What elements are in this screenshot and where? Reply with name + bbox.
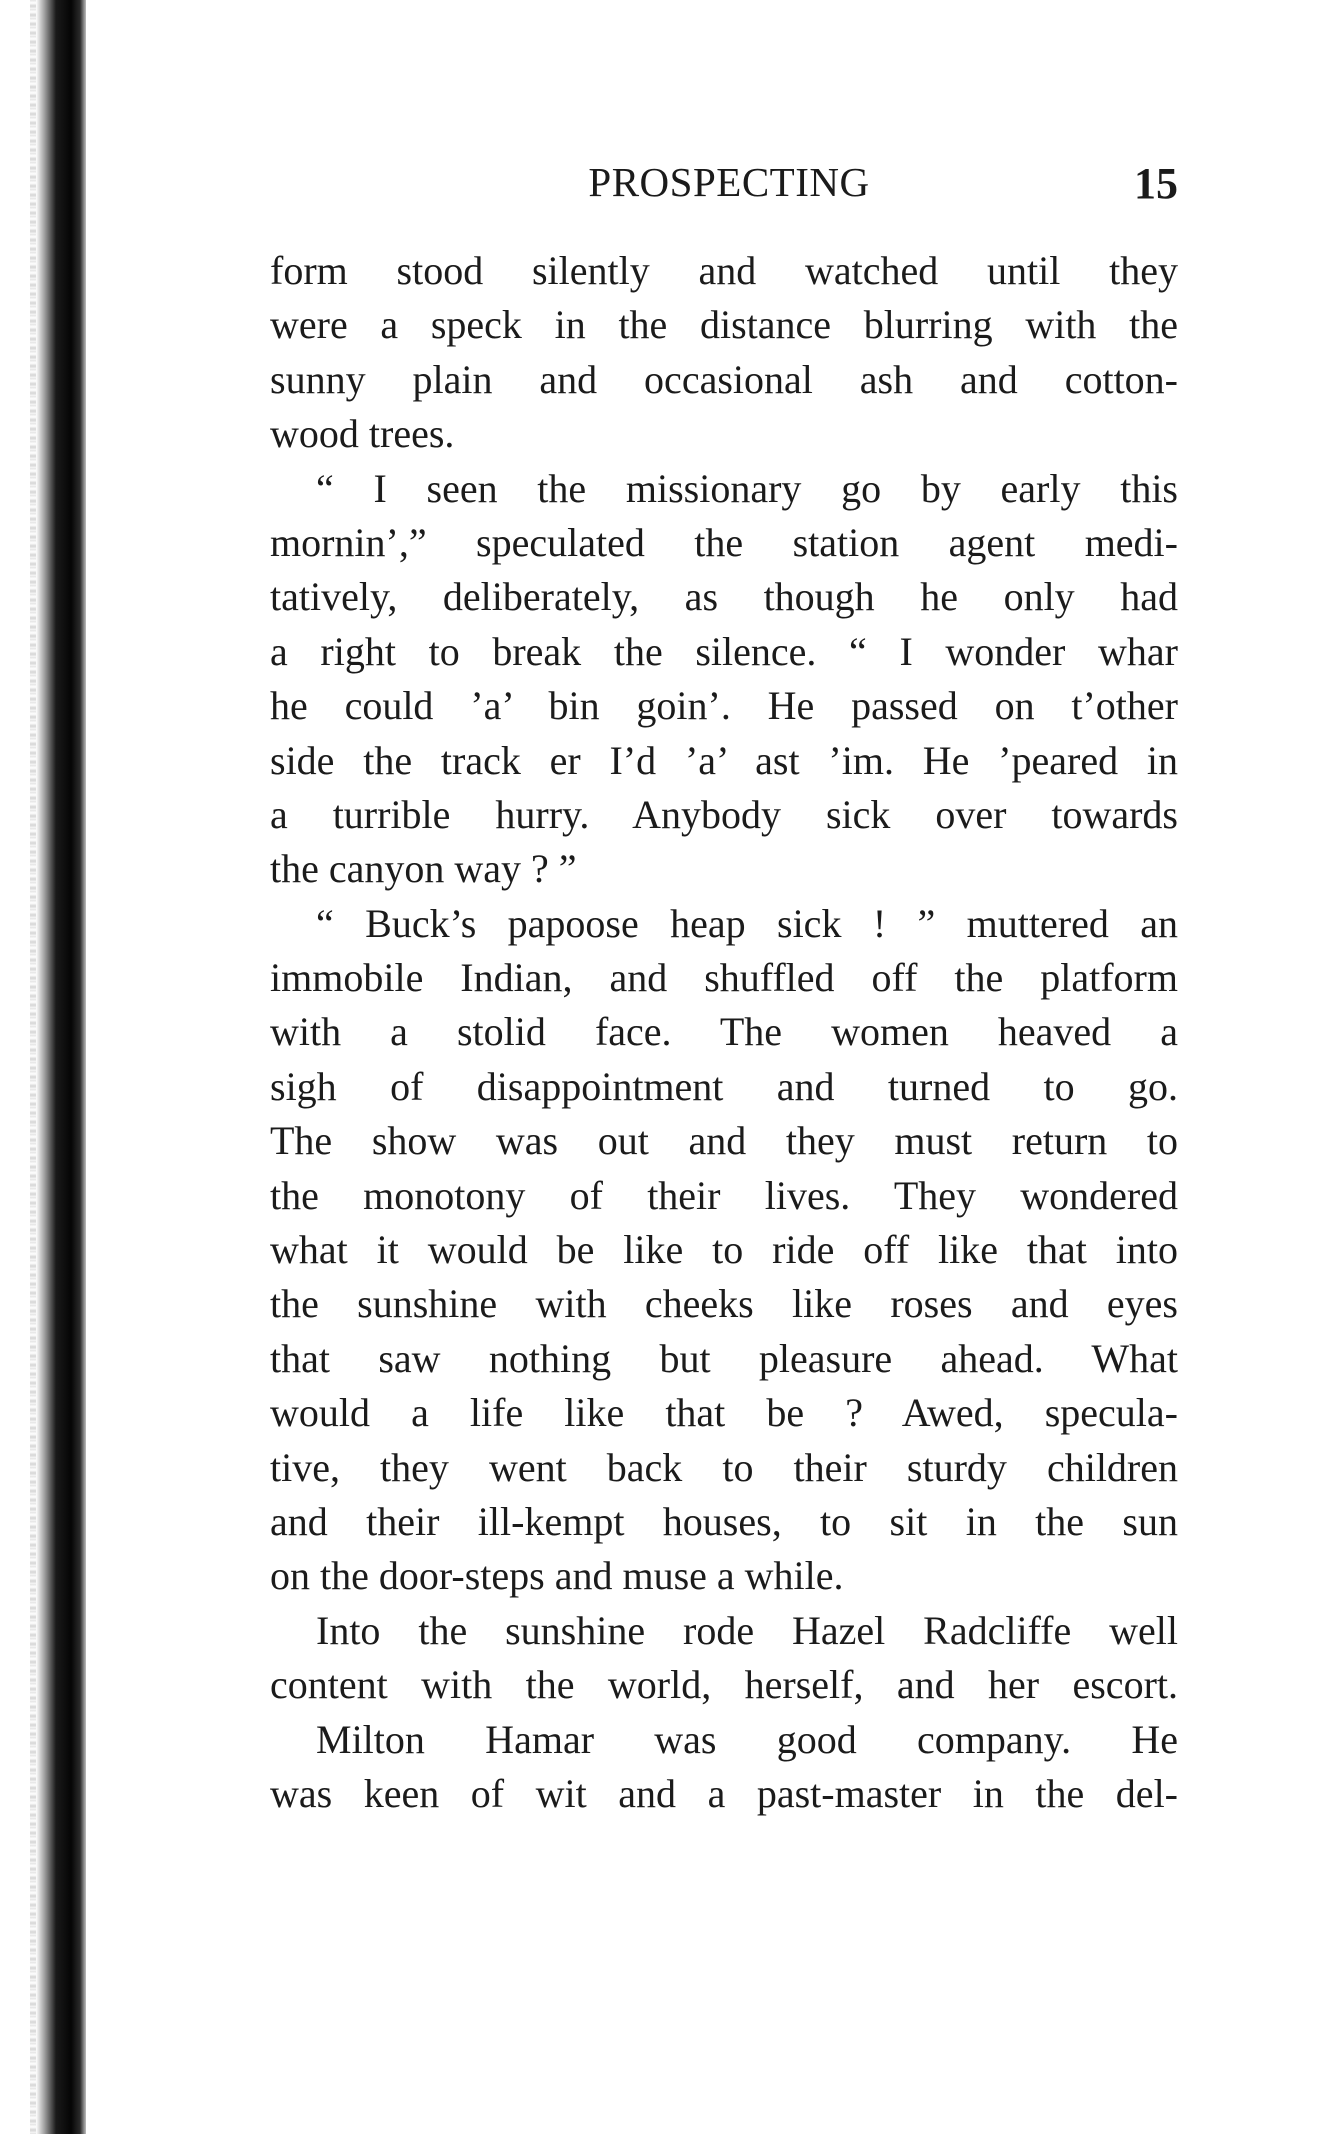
text-line: form stood silently and watched until they — [270, 248, 1178, 293]
text-line: on the door-steps and muse a while. — [270, 1553, 844, 1599]
text-line: the sunshine with cheeks like roses and eyes — [270, 1281, 1178, 1327]
text-line: that saw nothing but pleasure ahead. What — [270, 1335, 1178, 1381]
text-line: sigh of disappointment and turned to go. — [270, 1063, 1178, 1109]
text-line: a turrible hurry. Anybody sick over towards — [270, 791, 1178, 837]
text-line: “ I seen the missionary go by early this — [316, 465, 1178, 511]
text-line: he could ’a’ bin goin’. He passed on t’other — [270, 683, 1178, 729]
text-line: was keen of wit and a past-master in the del- — [270, 1770, 1178, 1816]
text-line: tive, they went back to their sturdy children — [270, 1444, 1178, 1490]
body-text — [270, 244, 1178, 1821]
text-line: mornin’,” speculated the station agent medi- — [270, 519, 1178, 565]
text-line: “ Buck’s papoose heap sick ! ” muttered an — [316, 900, 1178, 946]
text-line: side the track er I’d ’a’ ast ’im. He ’peared in — [270, 737, 1178, 783]
text-line: what it would be like to ride off like that into — [270, 1227, 1178, 1273]
text-line: Into the sunshine rode Hazel Radcliffe well — [316, 1607, 1178, 1653]
text-line: sunny plain and occasional ash and cotton- — [270, 356, 1178, 402]
text-line: tatively, deliberately, as though he only had — [270, 574, 1178, 620]
text-line: immobile Indian, and shuffled off the platform — [270, 955, 1178, 1001]
running-title: PROSPECTING — [588, 159, 870, 205]
page-number: 15 — [1134, 159, 1178, 208]
running-head — [270, 152, 1188, 212]
text-line: and their ill-kempt houses, to sit in the sun — [270, 1498, 1178, 1544]
text-line: were a speck in the distance blurring with the — [270, 302, 1178, 348]
text-line: the monotony of their lives. They wondered — [270, 1172, 1178, 1218]
text-line: with a stolid face. The women heaved a — [270, 1009, 1178, 1055]
text-line: Milton Hamar was good company. He — [316, 1716, 1178, 1762]
text-line: wood trees. — [270, 411, 455, 457]
text-line: The show was out and they must return to — [270, 1118, 1178, 1164]
text-line: a right to break the silence. “ I wonder whar — [270, 628, 1178, 674]
book-spine-scan-edge — [36, 0, 86, 2134]
text-line: the canyon way ? ” — [270, 846, 577, 892]
text-line: would a life like that be ? Awed, specula- — [270, 1390, 1178, 1436]
text-line: content with the world, herself, and her escort. — [270, 1662, 1178, 1708]
